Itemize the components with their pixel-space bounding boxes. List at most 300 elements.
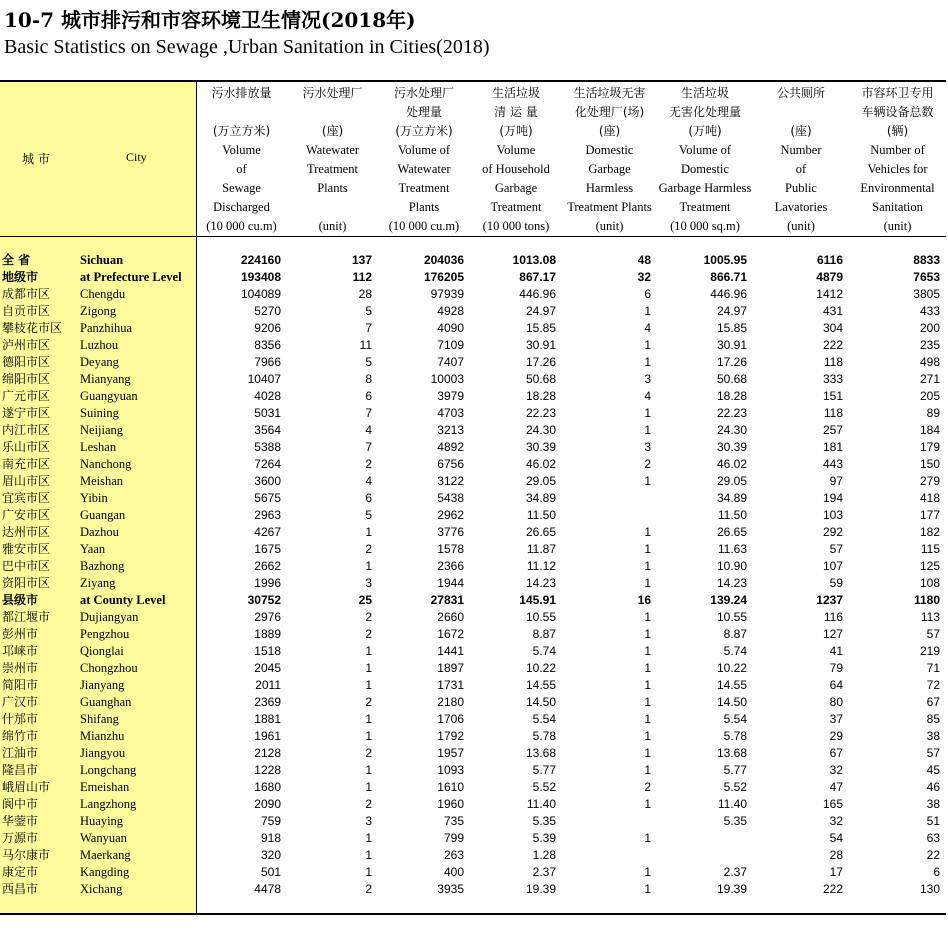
column-header-line: Watewater: [305, 143, 360, 157]
city-name-en: Leshan: [80, 440, 117, 454]
cell-sanitation-vehicles: 8833: [913, 253, 940, 267]
cell-treatment-plants: 1: [365, 763, 372, 777]
cell-harmless-volume: 15.85: [716, 321, 747, 335]
cell-plant-treatment-volume: 3935: [437, 882, 464, 896]
cell-harmless-volume: 14.50: [716, 695, 747, 709]
cell-treatment-plants: 2: [365, 457, 372, 471]
cell-sanitation-vehicles: 51: [926, 814, 940, 828]
cell-public-lavatories: 107: [822, 559, 843, 573]
cell-public-lavatories: 37: [829, 712, 843, 726]
cell-harmless-plants: 3: [644, 372, 651, 386]
cell-public-lavatories: 1237: [816, 593, 843, 607]
column-header-line: Volume: [496, 143, 536, 157]
cell-public-lavatories: 97: [829, 474, 843, 488]
column-header-line: of: [236, 162, 247, 176]
cell-harmless-volume: 24.97: [716, 304, 747, 318]
cell-garbage-volume: 29.05: [525, 474, 556, 488]
column-header-line: (座): [790, 124, 812, 138]
city-name-en: Mianzhu: [80, 729, 125, 743]
city-name-en: Suining: [80, 406, 119, 420]
column-header-line: 生活垃圾: [491, 86, 540, 100]
cell-treatment-plants: 1: [365, 644, 372, 658]
cell-plant-treatment-volume: 1957: [437, 746, 464, 760]
column-header-line: Lavatories: [774, 200, 828, 214]
column-header-line: Treatment Plants: [567, 200, 652, 214]
column-header-line: Volume of: [678, 143, 732, 157]
column-header-line: 公共厕所: [776, 86, 825, 100]
cell-harmless-plants: 1: [644, 355, 651, 369]
cell-garbage-volume: 5.74: [532, 644, 556, 658]
column-header-line: 车辆设备总数: [861, 105, 934, 119]
cell-sewage-volume: 7264: [254, 457, 281, 471]
table-title-zh: 10-7 城市排污和市容环境卫生情况(2018年): [4, 8, 416, 32]
cell-treatment-plants: 1: [365, 559, 372, 573]
cell-treatment-plants: 2: [365, 882, 372, 896]
cell-sanitation-vehicles: 498: [919, 355, 940, 369]
city-name-zh: 简阳市: [2, 678, 39, 692]
city-name-en: Mianyang: [80, 372, 131, 386]
cell-public-lavatories: 28: [829, 848, 843, 862]
bottom-rule: [0, 913, 946, 915]
cell-harmless-volume: 14.23: [716, 576, 747, 590]
cell-sanitation-vehicles: 7653: [913, 270, 940, 284]
cell-sewage-volume: 5270: [254, 304, 281, 318]
city-name-en: Guangan: [80, 508, 126, 522]
cell-sewage-volume: 2369: [254, 695, 281, 709]
city-name-zh: 绵竹市: [2, 729, 39, 743]
table-row: [0, 558, 946, 575]
cell-plant-treatment-volume: 1672: [437, 627, 464, 641]
cell-public-lavatories: 118: [823, 355, 843, 369]
cell-plant-treatment-volume: 3776: [437, 525, 464, 539]
city-name-zh: 攀枝花市区: [2, 321, 63, 335]
cell-treatment-plants: 8: [365, 372, 372, 386]
cell-harmless-plants: 6: [644, 287, 651, 301]
cell-sanitation-vehicles: 89: [926, 406, 940, 420]
cell-plant-treatment-volume: 5438: [437, 491, 464, 505]
cell-public-lavatories: 116: [823, 610, 843, 624]
cell-harmless-plants: 4: [644, 389, 651, 403]
column-header-line: Public: [785, 181, 817, 195]
cell-garbage-volume: 19.39: [525, 882, 556, 896]
cell-plant-treatment-volume: 10003: [430, 372, 464, 386]
column-header-line: (10 000 cu.m): [206, 219, 277, 233]
cell-sewage-volume: 1518: [254, 644, 281, 658]
city-name-en: Dazhou: [80, 525, 119, 539]
column-header-line: (unit): [787, 219, 815, 233]
cell-plant-treatment-volume: 27831: [430, 593, 464, 607]
cell-garbage-volume: 5.39: [532, 831, 556, 845]
cell-harmless-plants: [562, 507, 657, 524]
table-row: [0, 677, 946, 694]
cell-public-lavatories: 17: [829, 865, 843, 879]
cell-sanitation-vehicles: 38: [926, 797, 940, 811]
cell-sanitation-vehicles: 113: [920, 610, 940, 624]
cell-treatment-plants: 2: [365, 542, 372, 556]
cell-sewage-volume: 1881: [254, 712, 281, 726]
cell-sanitation-vehicles: 125: [919, 559, 940, 573]
cell-public-lavatories: 64: [829, 678, 843, 692]
column-header-harmless-plants: [562, 84, 657, 236]
cell-sanitation-vehicles: 433: [919, 304, 940, 318]
cell-public-lavatories: 80: [829, 695, 843, 709]
cell-harmless-plants: 48: [637, 253, 651, 267]
cell-harmless-plants: 2: [644, 780, 651, 794]
city-name-zh: 德阳市区: [2, 355, 51, 369]
column-header-sanitation-vehicles: [849, 84, 946, 236]
cell-harmless-volume: 2.37: [723, 865, 747, 879]
cell-harmless-plants: 1: [644, 576, 651, 590]
column-header-line: Domestic: [681, 162, 729, 176]
cell-harmless-volume: 24.30: [716, 423, 747, 437]
cell-sanitation-vehicles: 219: [919, 644, 940, 658]
column-header-line: of Household: [482, 162, 550, 176]
cell-sewage-volume: 2976: [254, 610, 281, 624]
cell-sewage-volume: 10407: [247, 372, 281, 386]
city-name-zh: 华蓥市: [2, 814, 39, 828]
city-name-zh: 广汉市: [2, 695, 39, 709]
cell-sewage-volume: 1889: [254, 627, 281, 641]
cell-public-lavatories: 103: [822, 508, 843, 522]
cell-public-lavatories: 165: [822, 797, 843, 811]
cell-harmless-volume: 10.22: [716, 661, 747, 675]
city-name-en: Qionglai: [80, 644, 124, 658]
city-name-zh: 自贡市区: [2, 304, 51, 318]
cell-harmless-volume: 8.87: [723, 627, 747, 641]
header-divider: [0, 236, 946, 237]
cell-plant-treatment-volume: 97939: [430, 287, 464, 301]
cell-sewage-volume: 1680: [254, 780, 281, 794]
cell-harmless-plants: 2: [644, 457, 651, 471]
cell-treatment-plants: 1: [365, 729, 372, 743]
cell-garbage-volume: 15.85: [525, 321, 556, 335]
cell-sanitation-vehicles: 205: [919, 389, 940, 403]
table-row: [0, 745, 946, 762]
cell-garbage-volume: 26.65: [525, 525, 556, 539]
cell-harmless-plants: 1: [644, 542, 651, 556]
cell-harmless-plants: 32: [637, 270, 651, 284]
table-row: [0, 762, 946, 779]
cell-harmless-volume: 30.39: [716, 440, 747, 454]
cell-sanitation-vehicles: 184: [919, 423, 940, 437]
cell-treatment-plants: 2: [365, 695, 372, 709]
cell-treatment-plants: 3: [365, 814, 372, 828]
cell-public-lavatories: 304: [822, 321, 843, 335]
cell-garbage-volume: 5.77: [532, 763, 556, 777]
cell-public-lavatories: 67: [829, 746, 843, 760]
cell-harmless-plants: 1: [644, 644, 651, 658]
cell-harmless-plants: 1: [644, 678, 651, 692]
cell-garbage-volume: 11.12: [526, 559, 556, 573]
header-city-zh: 城 市: [22, 152, 50, 166]
column-header-line: 生活垃圾无害: [573, 86, 646, 100]
column-header-line: 化处理厂(场): [574, 105, 645, 119]
city-name-zh: 达州市区: [2, 525, 51, 539]
statistics-table: [0, 252, 946, 898]
cell-plant-treatment-volume: 204036: [423, 253, 464, 267]
cell-sanitation-vehicles: 115: [920, 542, 940, 556]
cell-garbage-volume: 14.23: [525, 576, 556, 590]
cell-plant-treatment-volume: 7109: [437, 338, 464, 352]
table-row: [0, 660, 946, 677]
cell-harmless-plants: 1: [644, 712, 651, 726]
cell-garbage-volume: 5.52: [532, 780, 556, 794]
cell-harmless-plants: 1: [644, 661, 651, 675]
column-header-line: 污水处理厂: [393, 86, 454, 100]
cell-harmless-plants: 1: [644, 423, 651, 437]
table-row: [0, 303, 946, 320]
cell-garbage-volume: 30.91: [525, 338, 556, 352]
column-header-line: 市容环卫专用: [861, 86, 934, 100]
cell-plant-treatment-volume: 4928: [437, 304, 464, 318]
cell-sewage-volume: 8356: [254, 338, 281, 352]
city-name-zh: 地级市: [2, 270, 39, 284]
city-name-zh: 都江堰市: [2, 610, 51, 624]
city-name-zh: 成都市区: [2, 287, 51, 301]
cell-harmless-plants: 1: [644, 729, 651, 743]
cell-sewage-volume: 104089: [240, 287, 281, 301]
table-row: [0, 626, 946, 643]
cell-treatment-plants: 1: [365, 712, 372, 726]
table-row: [0, 864, 946, 881]
cell-garbage-volume: 11.50: [526, 508, 556, 522]
table-row: [0, 371, 946, 388]
column-header-line: Treatment: [490, 200, 542, 214]
city-name-zh: 江油市: [2, 746, 39, 760]
cell-public-lavatories: 333: [822, 372, 843, 386]
cell-harmless-plants: 1: [644, 338, 651, 352]
city-name-zh: 崇州市: [2, 661, 39, 675]
column-header-line: Plants: [317, 181, 348, 195]
cell-harmless-volume: 19.39: [716, 882, 747, 896]
city-name-en: Chongzhou: [80, 661, 138, 675]
cell-public-lavatories: 29: [829, 729, 843, 743]
table-row: [0, 609, 946, 626]
cell-harmless-volume: 29.05: [716, 474, 747, 488]
cell-sanitation-vehicles: 1180: [913, 593, 940, 607]
cell-sanitation-vehicles: 85: [926, 712, 940, 726]
cell-sanitation-vehicles: 3805: [913, 287, 940, 301]
cell-treatment-plants: 1: [365, 661, 372, 675]
cell-harmless-volume: 13.68: [716, 746, 747, 760]
table-row: [0, 524, 946, 541]
cell-garbage-volume: 5.35: [532, 814, 556, 828]
cell-sanitation-vehicles: 279: [919, 474, 940, 488]
column-header-line: of: [795, 162, 807, 176]
city-name-en: Shifang: [80, 712, 119, 726]
cell-plant-treatment-volume: 3979: [437, 389, 464, 403]
cell-harmless-volume: 5.78: [723, 729, 747, 743]
cell-treatment-plants: 1: [365, 831, 372, 845]
cell-garbage-volume: 17.26: [525, 355, 556, 369]
column-header-line: (万吨): [499, 124, 533, 138]
cell-garbage-volume: 22.23: [525, 406, 556, 420]
cell-treatment-plants: 7: [365, 406, 372, 420]
table-row: [0, 473, 946, 490]
cell-public-lavatories: 118: [823, 406, 843, 420]
cell-plant-treatment-volume: 2962: [437, 508, 464, 522]
cell-treatment-plants: 1: [365, 678, 372, 692]
column-header-line: Discharged: [213, 200, 270, 214]
column-header-line: (万立方米): [212, 124, 271, 138]
cell-garbage-volume: 46.02: [525, 457, 556, 471]
city-name-zh: 巴中市区: [2, 559, 51, 573]
cell-public-lavatories: 222: [822, 338, 843, 352]
cell-harmless-plants: 1: [644, 763, 651, 777]
cell-harmless-plants: 4: [644, 321, 651, 335]
cell-public-lavatories: 79: [829, 661, 843, 675]
cell-garbage-volume: 5.78: [532, 729, 556, 743]
column-header-line: 污水排放量: [211, 86, 272, 100]
cell-plant-treatment-volume: 1706: [437, 712, 464, 726]
table-row: [0, 779, 946, 796]
cell-public-lavatories: 1412: [816, 287, 843, 301]
column-header-line: Treatment: [307, 162, 358, 176]
cell-harmless-plants: 1: [644, 474, 651, 488]
cell-garbage-volume: 50.68: [525, 372, 556, 386]
cell-sewage-volume: 2662: [254, 559, 281, 573]
cell-sewage-volume: 4267: [254, 525, 281, 539]
column-header-line: (座): [598, 124, 621, 138]
cell-plant-treatment-volume: 3122: [437, 474, 464, 488]
city-name-zh: 眉山市区: [2, 474, 51, 488]
city-name-en: Jianyang: [80, 678, 125, 692]
cell-garbage-volume: 11.87: [526, 542, 556, 556]
column-header-treatment-plants: [287, 84, 378, 236]
cell-garbage-volume: 18.28: [525, 389, 556, 403]
city-name-zh: 泸州市区: [2, 338, 51, 352]
column-header-line: (10 000 cu.m): [388, 219, 460, 233]
cell-harmless-volume: 11.40: [717, 797, 747, 811]
cell-sanitation-vehicles: 200: [919, 321, 940, 335]
table-row: [0, 728, 946, 745]
column-header-public-lavatories: [753, 84, 849, 236]
cell-sewage-volume: 9206: [254, 321, 281, 335]
city-name-zh: 彭州市: [2, 627, 39, 641]
cell-public-lavatories: 32: [829, 763, 843, 777]
table-title-en: Basic Statistics on Sewage ,Urban Sanitation in Cities(2018): [4, 36, 490, 58]
cell-sanitation-vehicles: 22: [926, 848, 940, 862]
column-header-line: Treatment: [398, 181, 450, 195]
cell-plant-treatment-volume: 1441: [437, 644, 464, 658]
cell-harmless-volume: 18.28: [716, 389, 747, 403]
cell-sanitation-vehicles: 108: [919, 576, 940, 590]
cell-sewage-volume: 193408: [240, 270, 281, 284]
cell-harmless-plants: 1: [644, 797, 651, 811]
cell-harmless-volume: 866.71: [710, 270, 747, 284]
cell-harmless-plants: 3: [644, 440, 651, 454]
city-name-zh: 宜宾市区: [2, 491, 51, 505]
cell-sewage-volume: 4478: [254, 882, 281, 896]
city-name-en: Nanchong: [80, 457, 132, 471]
header-city-en: City: [126, 150, 147, 164]
table-row: [0, 320, 946, 337]
cell-plant-treatment-volume: 4892: [437, 440, 464, 454]
cell-harmless-volume: 446.96: [710, 287, 747, 301]
column-header-line: 处理量: [405, 105, 442, 119]
cell-harmless-volume: 17.26: [716, 355, 747, 369]
cell-sewage-volume: 2011: [255, 678, 281, 692]
cell-harmless-volume: [657, 830, 753, 847]
cell-harmless-plants: 1: [644, 627, 651, 641]
city-name-zh: 峨眉山市: [2, 780, 51, 794]
city-name-en: Sichuan: [80, 253, 124, 267]
cell-harmless-volume: 46.02: [716, 457, 747, 471]
column-header-line: 无害化处理量: [668, 105, 741, 119]
city-name-zh: 遂宁市区: [2, 406, 51, 420]
cell-harmless-volume: 5.74: [723, 644, 747, 658]
city-name-en: Huaying: [80, 814, 124, 828]
cell-harmless-volume: 5.54: [723, 712, 747, 726]
column-header-line: (10 000 tons): [482, 219, 550, 233]
column-header-line: (unit): [318, 219, 347, 233]
city-name-en: Luzhou: [80, 338, 119, 352]
cell-treatment-plants: 5: [365, 304, 372, 318]
cell-harmless-volume: 1005.95: [703, 253, 747, 267]
cell-garbage-volume: 11.40: [526, 797, 556, 811]
cell-treatment-plants: 6: [365, 491, 372, 505]
city-name-zh: 马尔康市: [2, 848, 51, 862]
city-name-zh: 万源市: [2, 831, 39, 845]
column-header-line: (万吨): [688, 124, 722, 138]
cell-garbage-volume: 5.54: [532, 712, 556, 726]
cell-plant-treatment-volume: 1792: [437, 729, 464, 743]
cell-sewage-volume: 759: [260, 814, 281, 828]
table-row: [0, 354, 946, 371]
cell-sewage-volume: 1961: [254, 729, 281, 743]
cell-harmless-plants: 1: [644, 610, 651, 624]
column-header-line: Volume: [222, 143, 261, 157]
cell-sanitation-vehicles: 63: [926, 831, 940, 845]
table-row: [0, 405, 946, 422]
cell-harmless-volume: [657, 847, 753, 864]
column-header-line: Garbage: [494, 181, 538, 195]
column-header-line: Environmental: [860, 181, 935, 195]
city-name-zh: 隆昌市: [2, 763, 39, 777]
cell-sewage-volume: 3600: [254, 474, 281, 488]
cell-plant-treatment-volume: 1610: [437, 780, 464, 794]
table-row: [0, 847, 946, 864]
cell-treatment-plants: 7: [365, 321, 372, 335]
cell-sewage-volume: 2045: [254, 661, 281, 675]
cell-sanitation-vehicles: 71: [926, 661, 940, 675]
cell-sewage-volume: 3564: [254, 423, 281, 437]
cell-plant-treatment-volume: 1731: [437, 678, 464, 692]
cell-treatment-plants: 1: [365, 848, 372, 862]
cell-harmless-volume: 34.89: [716, 491, 747, 505]
cell-sewage-volume: 7966: [254, 355, 281, 369]
city-name-zh: 什邡市: [2, 712, 39, 726]
cell-treatment-plants: 2: [365, 746, 372, 760]
cell-public-lavatories: 127: [822, 627, 843, 641]
cell-sanitation-vehicles: 6: [933, 865, 940, 879]
city-name-zh: 全 省: [2, 253, 31, 267]
cell-treatment-plants: 1: [365, 525, 372, 539]
cell-sewage-volume: 5388: [254, 440, 281, 454]
cell-plant-treatment-volume: 3213: [437, 423, 464, 437]
table-row: [0, 643, 946, 660]
cell-sewage-volume: 2090: [254, 797, 281, 811]
cell-treatment-plants: 4: [365, 423, 372, 437]
column-header-line: Volume of: [397, 143, 451, 157]
city-name-zh: 邛崃市: [2, 644, 39, 658]
table-row: [0, 507, 946, 524]
city-name-en: Zigong: [80, 304, 117, 318]
cell-garbage-volume: 1013.08: [512, 253, 556, 267]
column-header-garbage-volume: [470, 84, 562, 236]
column-header-sewage-volume: [196, 84, 287, 236]
cell-harmless-volume: 14.55: [716, 678, 747, 692]
